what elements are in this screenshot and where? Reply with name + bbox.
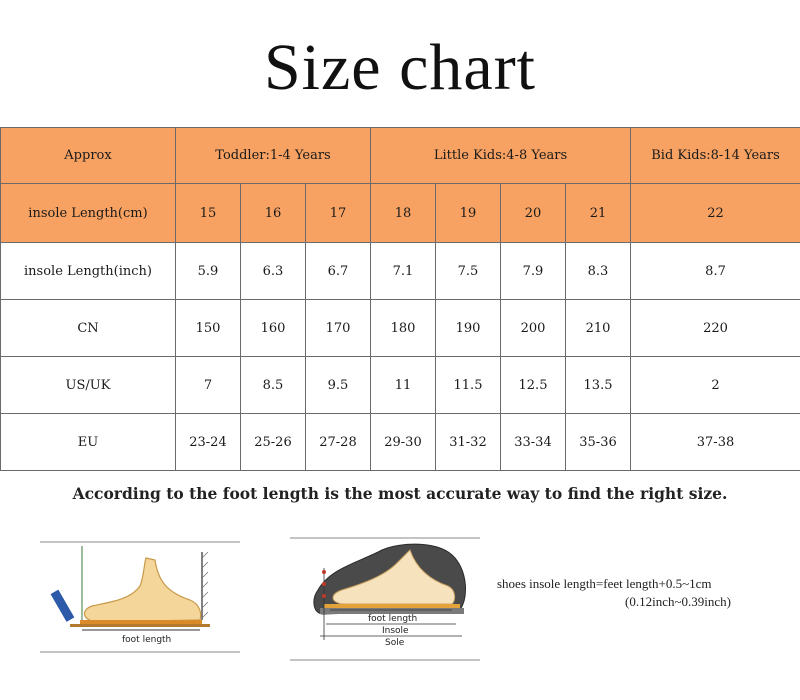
foot-measurement-illustration <box>40 530 250 660</box>
table-cell: 35-36 <box>566 414 631 471</box>
table-cell: 7 <box>176 357 241 414</box>
table-cell: 180 <box>371 300 436 357</box>
table-cell: 37-38 <box>631 414 800 471</box>
table-cell: 150 <box>176 300 241 357</box>
table-cell: 21 <box>566 184 631 243</box>
row-label: insole Length(cm) <box>1 184 176 243</box>
shoe-sole-label: Sole <box>385 638 405 648</box>
table-row <box>1 414 800 471</box>
size-chart-table <box>0 127 800 471</box>
header-group-little-kids: Little Kids:4-8 Years <box>371 128 631 184</box>
table-cell: 31-32 <box>436 414 501 471</box>
table-cell: 11 <box>371 357 436 414</box>
table-cell: 19 <box>436 184 501 243</box>
header-group-big-kids: Bid Kids:8-14 Years <box>631 128 800 184</box>
table-row <box>1 357 800 414</box>
table-cell: 170 <box>306 300 371 357</box>
table-cell: 6.7 <box>306 243 371 300</box>
table-cell: 20 <box>501 184 566 243</box>
table-cell: 17 <box>306 184 371 243</box>
table-cell: 27-28 <box>306 414 371 471</box>
table-cell: 18 <box>371 184 436 243</box>
table-cell: 15 <box>176 184 241 243</box>
table-cell: 7.1 <box>371 243 436 300</box>
row-label: insole Length(inch) <box>1 243 176 300</box>
shoe-cross-section-illustration <box>290 528 480 668</box>
table-cell: 2 <box>631 357 800 414</box>
row-label: US/UK <box>1 357 176 414</box>
table-cell: 190 <box>436 300 501 357</box>
table-cell: 16 <box>241 184 306 243</box>
foot-length-label: foot length <box>122 635 172 645</box>
table-cell: 9.5 <box>306 357 371 414</box>
table-cell: 22 <box>631 184 800 243</box>
table-cell: 210 <box>566 300 631 357</box>
header-approx: Approx <box>1 128 176 184</box>
row-label: CN <box>1 300 176 357</box>
shoe-foot-length-label: foot length <box>368 614 418 624</box>
table-cell: 13.5 <box>566 357 631 414</box>
table-cell: 7.5 <box>436 243 501 300</box>
table-cell: 160 <box>241 300 306 357</box>
table-cell: 33-34 <box>501 414 566 471</box>
row-label: EU <box>1 414 176 471</box>
table-row <box>1 184 800 243</box>
table-cell: 200 <box>501 300 566 357</box>
table-cell: 23-24 <box>176 414 241 471</box>
formula-line-2: (0.12inch~0.39inch) <box>625 594 731 609</box>
table-cell: 8.5 <box>241 357 306 414</box>
table-row <box>1 243 800 300</box>
table-cell: 6.3 <box>241 243 306 300</box>
table-cell: 25-26 <box>241 414 306 471</box>
table-cell: 220 <box>631 300 800 357</box>
table-cell: 12.5 <box>501 357 566 414</box>
shoe-insole-label: Insole <box>382 626 409 636</box>
header-group-toddler: Toddler:1-4 Years <box>176 128 371 184</box>
formula-line-1: shoes insole length=feet length+0.5~1cm <box>497 576 712 591</box>
table-cell: 7.9 <box>501 243 566 300</box>
measurement-note: According to the foot length is the most accurate way to find the right size. <box>72 484 728 503</box>
table-cell: 29-30 <box>371 414 436 471</box>
table-row <box>1 300 800 357</box>
page-title: Size chart <box>263 31 537 104</box>
table-header-row <box>1 128 800 184</box>
table-cell: 11.5 <box>436 357 501 414</box>
table-cell: 8.3 <box>566 243 631 300</box>
table-cell: 8.7 <box>631 243 800 300</box>
table-cell: 5.9 <box>176 243 241 300</box>
